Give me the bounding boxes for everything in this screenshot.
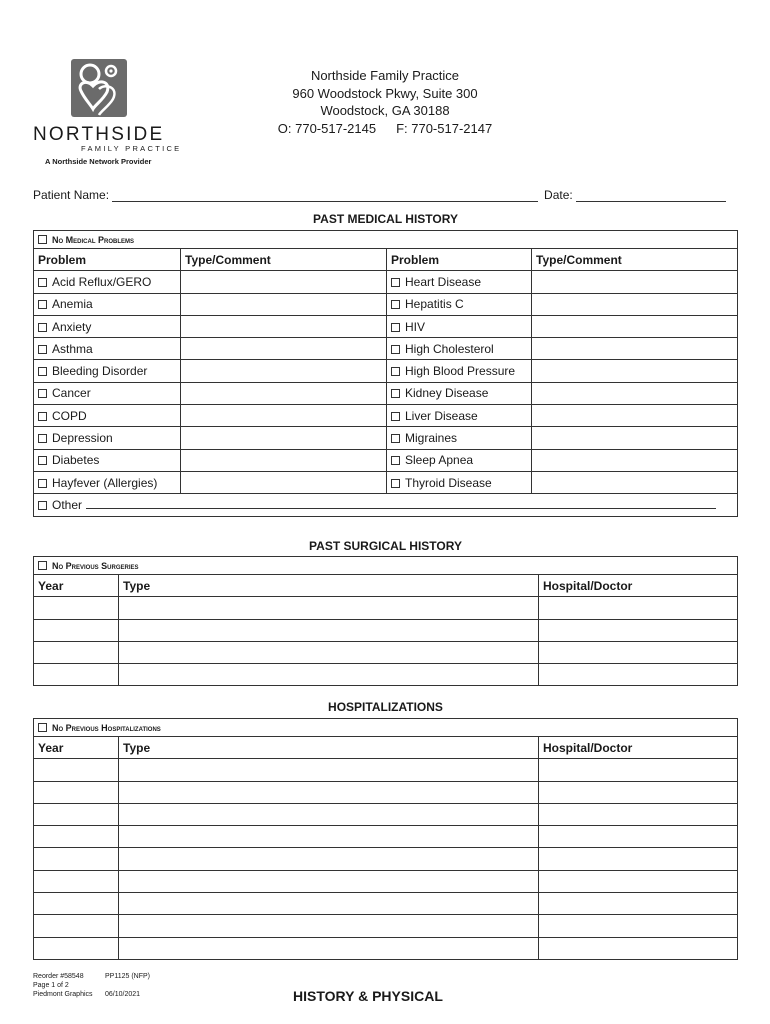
- checkbox-icon[interactable]: [391, 412, 400, 421]
- problem-label: Depression: [52, 431, 113, 446]
- problem-left-cell: [34, 405, 181, 427]
- hospitalization-row: [34, 848, 738, 870]
- problem-left-cell: [34, 293, 181, 315]
- pmh-row: [34, 405, 738, 427]
- surgery-row: [34, 619, 738, 641]
- checkbox-icon[interactable]: [391, 479, 400, 488]
- fax-number: F: 770-517-2147: [396, 120, 493, 136]
- pmh-row: [34, 382, 738, 404]
- comment-field[interactable]: [181, 427, 387, 449]
- surgery-type-field[interactable]: [119, 664, 539, 686]
- pmh-header-comment-2: Type/Comment: [532, 249, 738, 271]
- no-previous-hospitalizations-label: No Previous Hospitalizations: [52, 722, 161, 733]
- hospitalization-type-field[interactable]: [119, 893, 539, 915]
- problem-label: Heart Disease: [405, 274, 482, 289]
- practice-address-line1: 960 Woodstock Pkwy, Suite 300: [292, 85, 478, 101]
- hospitalization-hospital-field[interactable]: [539, 937, 738, 959]
- hospitalization-hospital-field[interactable]: [539, 870, 738, 892]
- other-field[interactable]: [86, 498, 716, 509]
- practice-address-line2: Woodstock, GA 30188: [320, 103, 450, 118]
- problem-label: Hepatitis C: [405, 297, 464, 312]
- surgery-type-field[interactable]: [119, 641, 539, 663]
- hospitalization-hospital-field[interactable]: [539, 893, 738, 915]
- hospitalization-type-field[interactable]: [119, 937, 539, 959]
- checkbox-icon[interactable]: [391, 367, 400, 376]
- hospitalization-year-field[interactable]: [34, 781, 119, 803]
- comment-field[interactable]: [532, 427, 738, 449]
- form-title: HISTORY & PHYSICAL: [293, 988, 443, 1004]
- problem-right-cell: [387, 382, 532, 404]
- checkbox-icon[interactable]: [38, 501, 47, 510]
- hospitalization-row: [34, 803, 738, 825]
- pmh-row: [34, 427, 738, 449]
- problem-right-cell: [387, 338, 532, 360]
- problem-right-cell: [387, 293, 532, 315]
- problem-left-cell: [34, 382, 181, 404]
- comment-field[interactable]: [532, 338, 738, 360]
- surgery-year-field[interactable]: [34, 641, 119, 663]
- hospitalization-type-field[interactable]: [119, 915, 539, 937]
- hospitalization-type-field[interactable]: [119, 848, 539, 870]
- hospitalization-row: [34, 937, 738, 959]
- surgery-hospital-field[interactable]: [539, 597, 738, 619]
- hospitalization-row: [34, 893, 738, 915]
- hospitalization-row: [34, 759, 738, 781]
- hospitalization-row: [34, 915, 738, 937]
- hospitalization-type-field[interactable]: [119, 781, 539, 803]
- hospitalization-type-field[interactable]: [119, 826, 539, 848]
- pmh-header-problem: Problem: [34, 249, 181, 271]
- surgery-row: [34, 597, 738, 619]
- problem-left-cell: [34, 338, 181, 360]
- no-previous-hospitalizations-row: [34, 719, 738, 737]
- comment-field[interactable]: [532, 315, 738, 337]
- pmh-row: [34, 449, 738, 471]
- comment-field[interactable]: [181, 471, 387, 493]
- psh-header-hospital: Hospital/Doctor: [539, 575, 738, 597]
- surgery-year-field[interactable]: [34, 597, 119, 619]
- hospitalization-year-field[interactable]: [34, 759, 119, 781]
- surgery-type-field[interactable]: [119, 597, 539, 619]
- checkbox-icon[interactable]: [38, 278, 47, 287]
- comment-field[interactable]: [181, 449, 387, 471]
- patient-name-label: Patient Name:: [33, 188, 110, 202]
- problem-right-cell: [387, 427, 532, 449]
- problem-label: Diabetes: [52, 453, 100, 468]
- footer-printer: Piedmont Graphics: [33, 991, 93, 998]
- no-medical-problems-label: No Medical Problems: [52, 234, 135, 245]
- surgery-type-field[interactable]: [119, 619, 539, 641]
- hospitalization-row: [34, 826, 738, 848]
- hospitalization-hospital-field[interactable]: [539, 759, 738, 781]
- problem-label: Sleep Apnea: [405, 453, 474, 468]
- other-row: [34, 494, 738, 516]
- problem-label: Hayfever (Allergies): [52, 475, 158, 490]
- checkbox-icon[interactable]: [38, 561, 47, 570]
- hospitalization-hospital-field[interactable]: [539, 803, 738, 825]
- comment-field[interactable]: [181, 382, 387, 404]
- checkbox-icon[interactable]: [38, 479, 47, 488]
- surgery-hospital-field[interactable]: [539, 664, 738, 686]
- problem-left-cell: [34, 315, 181, 337]
- pmh-row: [34, 471, 738, 493]
- comment-field[interactable]: [532, 449, 738, 471]
- pmh-row: [34, 271, 738, 293]
- footer-date: 06/10/2021: [105, 991, 141, 998]
- problem-label: Bleeding Disorder: [52, 364, 148, 379]
- hospitalization-year-field[interactable]: [34, 848, 119, 870]
- hospitalization-hospital-field[interactable]: [539, 781, 738, 803]
- hospitalization-year-field[interactable]: [34, 937, 119, 959]
- hosp-header-hospital: Hospital/Doctor: [539, 737, 738, 759]
- hospitalization-year-field[interactable]: [34, 915, 119, 937]
- date-label: Date:: [544, 188, 573, 202]
- pmh-row: [34, 315, 738, 337]
- logo-tagline: A Northside Network Provider: [45, 157, 152, 166]
- patient-info-line: [33, 188, 738, 202]
- hospitalization-year-field[interactable]: [34, 893, 119, 915]
- surgery-row: [34, 664, 738, 686]
- no-medical-problems-row: [34, 231, 738, 249]
- checkbox-icon[interactable]: [38, 389, 47, 398]
- comment-field[interactable]: [181, 360, 387, 382]
- comment-field[interactable]: [532, 293, 738, 315]
- problem-label: Anxiety: [52, 319, 92, 334]
- comment-field[interactable]: [532, 471, 738, 493]
- problem-left-cell: [34, 471, 181, 493]
- problem-label: Liver Disease: [405, 408, 478, 423]
- problem-right-cell: [387, 449, 532, 471]
- checkbox-icon[interactable]: [38, 300, 47, 309]
- logo-subtitle: FAMILY PRACTICE: [81, 144, 182, 153]
- checkbox-icon[interactable]: [38, 723, 47, 732]
- hospitalization-hospital-field[interactable]: [539, 826, 738, 848]
- logo-wordmark: NORTHSIDE: [33, 124, 165, 145]
- northside-logo-icon: [71, 59, 127, 125]
- pmh-header-comment: Type/Comment: [181, 249, 387, 271]
- checkbox-icon[interactable]: [391, 323, 400, 332]
- pmh-table: [33, 230, 738, 517]
- date-field[interactable]: [576, 191, 726, 202]
- comment-field[interactable]: [181, 271, 387, 293]
- problem-left-cell: [34, 360, 181, 382]
- surgery-row: [34, 641, 738, 663]
- pmh-row: [34, 293, 738, 315]
- surgery-year-field[interactable]: [34, 619, 119, 641]
- comment-field[interactable]: [532, 405, 738, 427]
- problem-label: Migraines: [405, 431, 458, 446]
- checkbox-icon[interactable]: [391, 434, 400, 443]
- practice-name: Northside Family Practice: [310, 68, 460, 83]
- comment-field[interactable]: [532, 382, 738, 404]
- pmh-header-problem-2: Problem: [387, 249, 532, 271]
- comment-field[interactable]: [181, 293, 387, 315]
- problem-left-cell: [34, 271, 181, 293]
- checkbox-icon[interactable]: [391, 278, 400, 287]
- checkbox-icon[interactable]: [391, 389, 400, 398]
- checkbox-icon[interactable]: [391, 345, 400, 354]
- checkbox-icon[interactable]: [38, 323, 47, 332]
- office-phone: O: 770-517-2145: [277, 120, 377, 136]
- patient-name-field[interactable]: [112, 191, 538, 202]
- footer-page: Page 1 of 2: [33, 982, 69, 989]
- psh-title: PAST SURGICAL HISTORY: [309, 539, 462, 553]
- other-label: Other: [52, 497, 83, 512]
- practice-header: [240, 67, 530, 137]
- problem-label: Acid Reflux/GERO: [52, 274, 152, 289]
- pmh-title: PAST MEDICAL HISTORY: [313, 212, 458, 226]
- hospitalization-year-field[interactable]: [34, 826, 119, 848]
- checkbox-icon[interactable]: [38, 345, 47, 354]
- hospitalization-row: [34, 870, 738, 892]
- comment-field[interactable]: [532, 271, 738, 293]
- no-previous-surgeries-label: No Previous Surgeries: [52, 560, 139, 571]
- comment-field[interactable]: [181, 405, 387, 427]
- problem-label: High Blood Pressure: [405, 364, 516, 379]
- surgery-hospital-field[interactable]: [539, 619, 738, 641]
- footer-reorder: Reorder #58548: [33, 973, 84, 980]
- hosp-table: [33, 718, 738, 960]
- hospitalization-row: [34, 781, 738, 803]
- problem-label: COPD: [52, 408, 87, 423]
- problem-label: HIV: [405, 319, 426, 334]
- hosp-header-type: Type: [119, 737, 539, 759]
- hosp-header-year: Year: [34, 737, 119, 759]
- pmh-row: [34, 360, 738, 382]
- problem-left-cell: [34, 427, 181, 449]
- problem-label: Kidney Disease: [405, 386, 489, 401]
- problem-right-cell: [387, 360, 532, 382]
- problem-right-cell: [387, 405, 532, 427]
- footer-print-info: [33, 972, 150, 999]
- psh-table: [33, 556, 738, 686]
- no-previous-surgeries-row: [34, 557, 738, 575]
- hospitalization-hospital-field[interactable]: [539, 848, 738, 870]
- checkbox-icon[interactable]: [38, 456, 47, 465]
- problem-right-cell: [387, 471, 532, 493]
- hospitalization-year-field[interactable]: [34, 803, 119, 825]
- checkbox-icon[interactable]: [391, 300, 400, 309]
- hospitalization-hospital-field[interactable]: [539, 915, 738, 937]
- footer-form-code: PP1125 (NFP): [105, 973, 150, 980]
- checkbox-icon[interactable]: [38, 235, 47, 244]
- psh-header-type: Type: [119, 575, 539, 597]
- problem-label: Anemia: [52, 297, 93, 312]
- problem-right-cell: [387, 315, 532, 337]
- hospitalization-year-field[interactable]: [34, 870, 119, 892]
- checkbox-icon[interactable]: [38, 367, 47, 376]
- problem-label: Thyroid Disease: [405, 475, 492, 490]
- problem-label: Asthma: [52, 341, 93, 356]
- problem-label: High Cholesterol: [405, 341, 494, 356]
- surgery-year-field[interactable]: [34, 664, 119, 686]
- problem-left-cell: [34, 449, 181, 471]
- hospitalization-type-field[interactable]: [119, 803, 539, 825]
- hospitalization-type-field[interactable]: [119, 759, 539, 781]
- surgery-hospital-field[interactable]: [539, 641, 738, 663]
- problem-label: Cancer: [52, 386, 91, 401]
- comment-field[interactable]: [181, 338, 387, 360]
- checkbox-icon[interactable]: [38, 412, 47, 421]
- hosp-title: HOSPITALIZATIONS: [328, 700, 443, 714]
- checkbox-icon[interactable]: [38, 434, 47, 443]
- problem-right-cell: [387, 271, 532, 293]
- comment-field[interactable]: [181, 315, 387, 337]
- checkbox-icon[interactable]: [391, 456, 400, 465]
- psh-header-year: Year: [34, 575, 119, 597]
- comment-field[interactable]: [532, 360, 738, 382]
- hospitalization-type-field[interactable]: [119, 870, 539, 892]
- pmh-row: [34, 338, 738, 360]
- practice-phone-line: [240, 120, 530, 138]
